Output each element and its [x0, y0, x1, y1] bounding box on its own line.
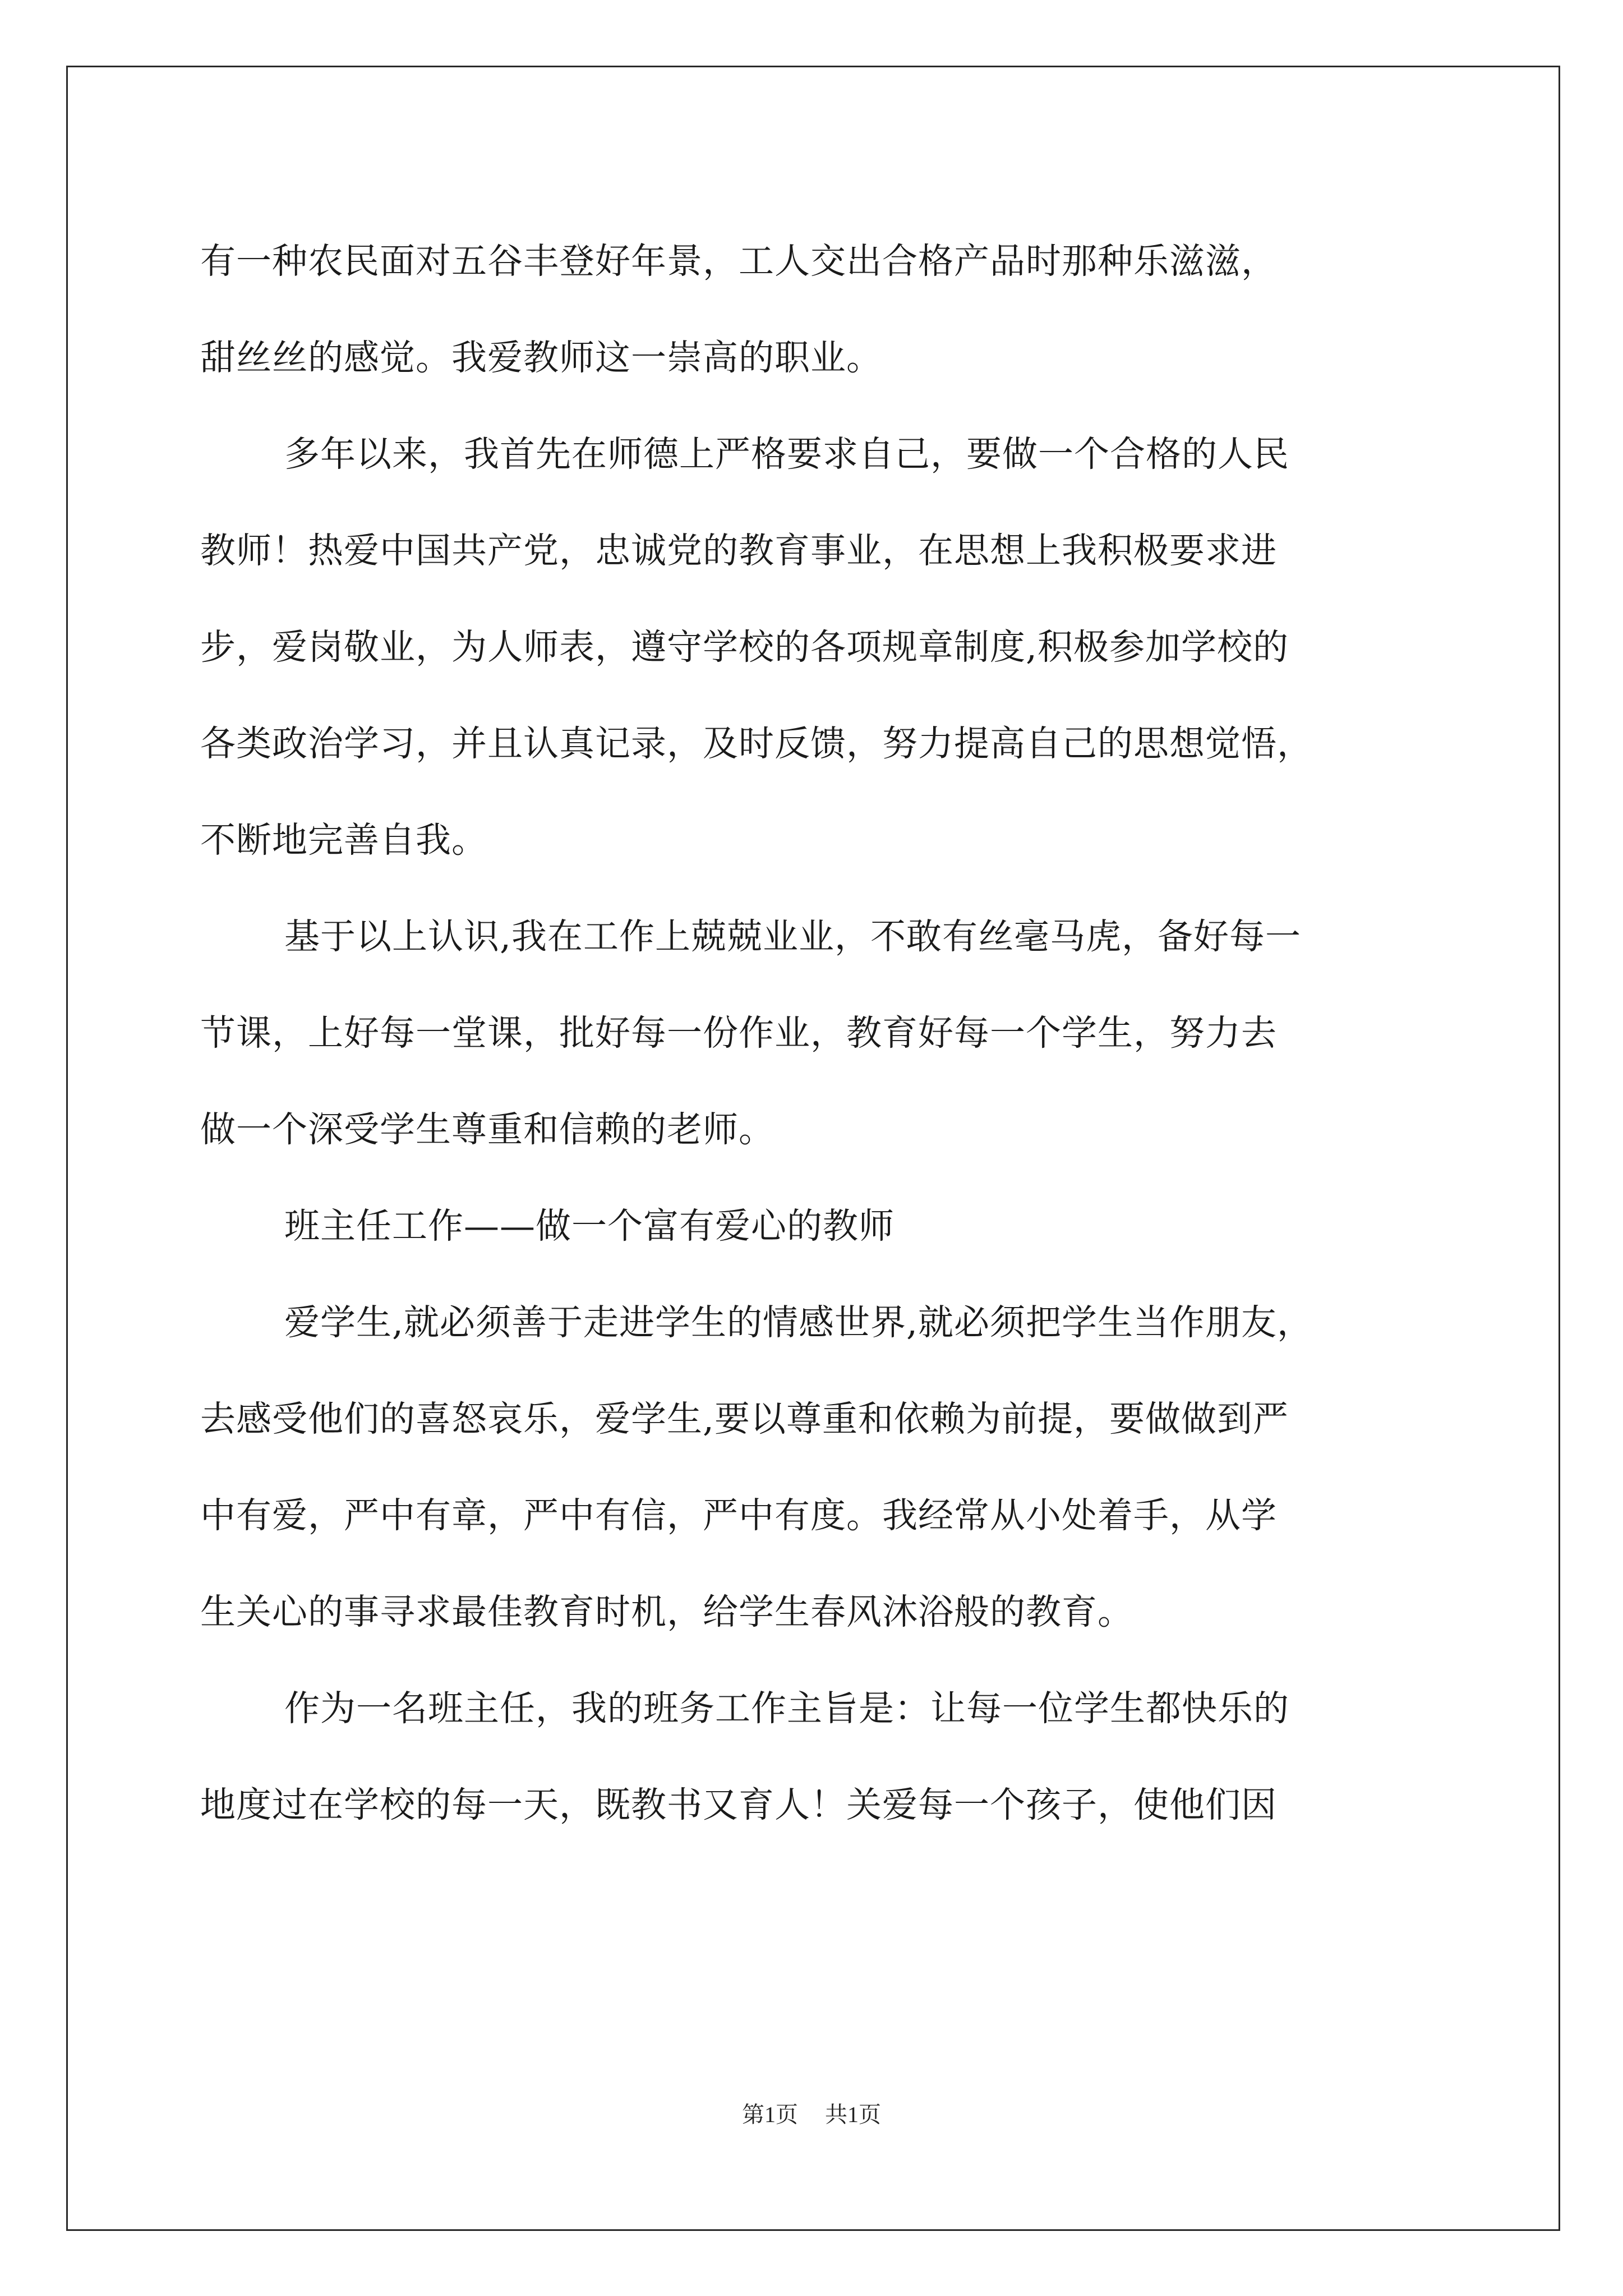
text-line: 有一种农民面对五谷丰登好年景，工人交出合格产品时那种乐滋滋， — [200, 241, 1277, 282]
text-line: 地度过在学校的每一天，既教书又育人！关爱每一个孩子，使他们因 — [200, 1784, 1277, 1825]
text-line: 作为一名班主任，我的班务工作主旨是：让每一位学生都快乐的 — [284, 1688, 1289, 1729]
page-total: 共1页 — [825, 2102, 881, 2127]
text-line: 爱学生,就必须善于走进学生的情感世界,就必须把学生当作朋友， — [284, 1302, 1313, 1343]
text-line: 去感受他们的喜怒哀乐，爱学生,要以尊重和依赖为前提，要做做到严 — [200, 1398, 1289, 1439]
text-line: 生关心的事寻求最佳教育时机，给学生春风沐浴般的教育。 — [200, 1591, 1133, 1632]
text-line: 步，爱岗敬业，为人师表，遵守学校的各项规章制度,积极参加学校的 — [200, 627, 1289, 668]
text-line: 基于以上认识,我在工作上兢兢业业，不敢有丝毫马虎，备好每一 — [284, 916, 1302, 957]
text-line: 节课，上好每一堂课，批好每一份作业，教育好每一个学生，努力去 — [200, 1013, 1277, 1053]
page-footer — [0, 2097, 1623, 2129]
text-line: 教师！热爱中国共产党，忠诚党的教育事业，在思想上我积极要求进 — [200, 530, 1277, 571]
text-line: 甜丝丝的感觉。我爱教师这一崇高的职业。 — [200, 337, 882, 378]
page-number: 第1页 — [742, 2102, 798, 2127]
text-line: 不断地完善自我。 — [200, 820, 487, 861]
section-heading: 班主任工作——做一个富有爱心的教师 — [284, 1205, 895, 1246]
text-line: 多年以来，我首先在师德上严格要求自己，要做一个合格的人民 — [284, 434, 1289, 475]
text-line: 做一个深受学生尊重和信赖的老师。 — [200, 1109, 774, 1150]
text-line: 各类政治学习，并且认真记录，及时反馈，努力提高自己的思想觉悟， — [200, 723, 1313, 764]
document-body — [200, 213, 1490, 1853]
text-line: 中有爱，严中有章，严中有信，严中有度。我经常从小处着手，从学 — [200, 1495, 1277, 1536]
